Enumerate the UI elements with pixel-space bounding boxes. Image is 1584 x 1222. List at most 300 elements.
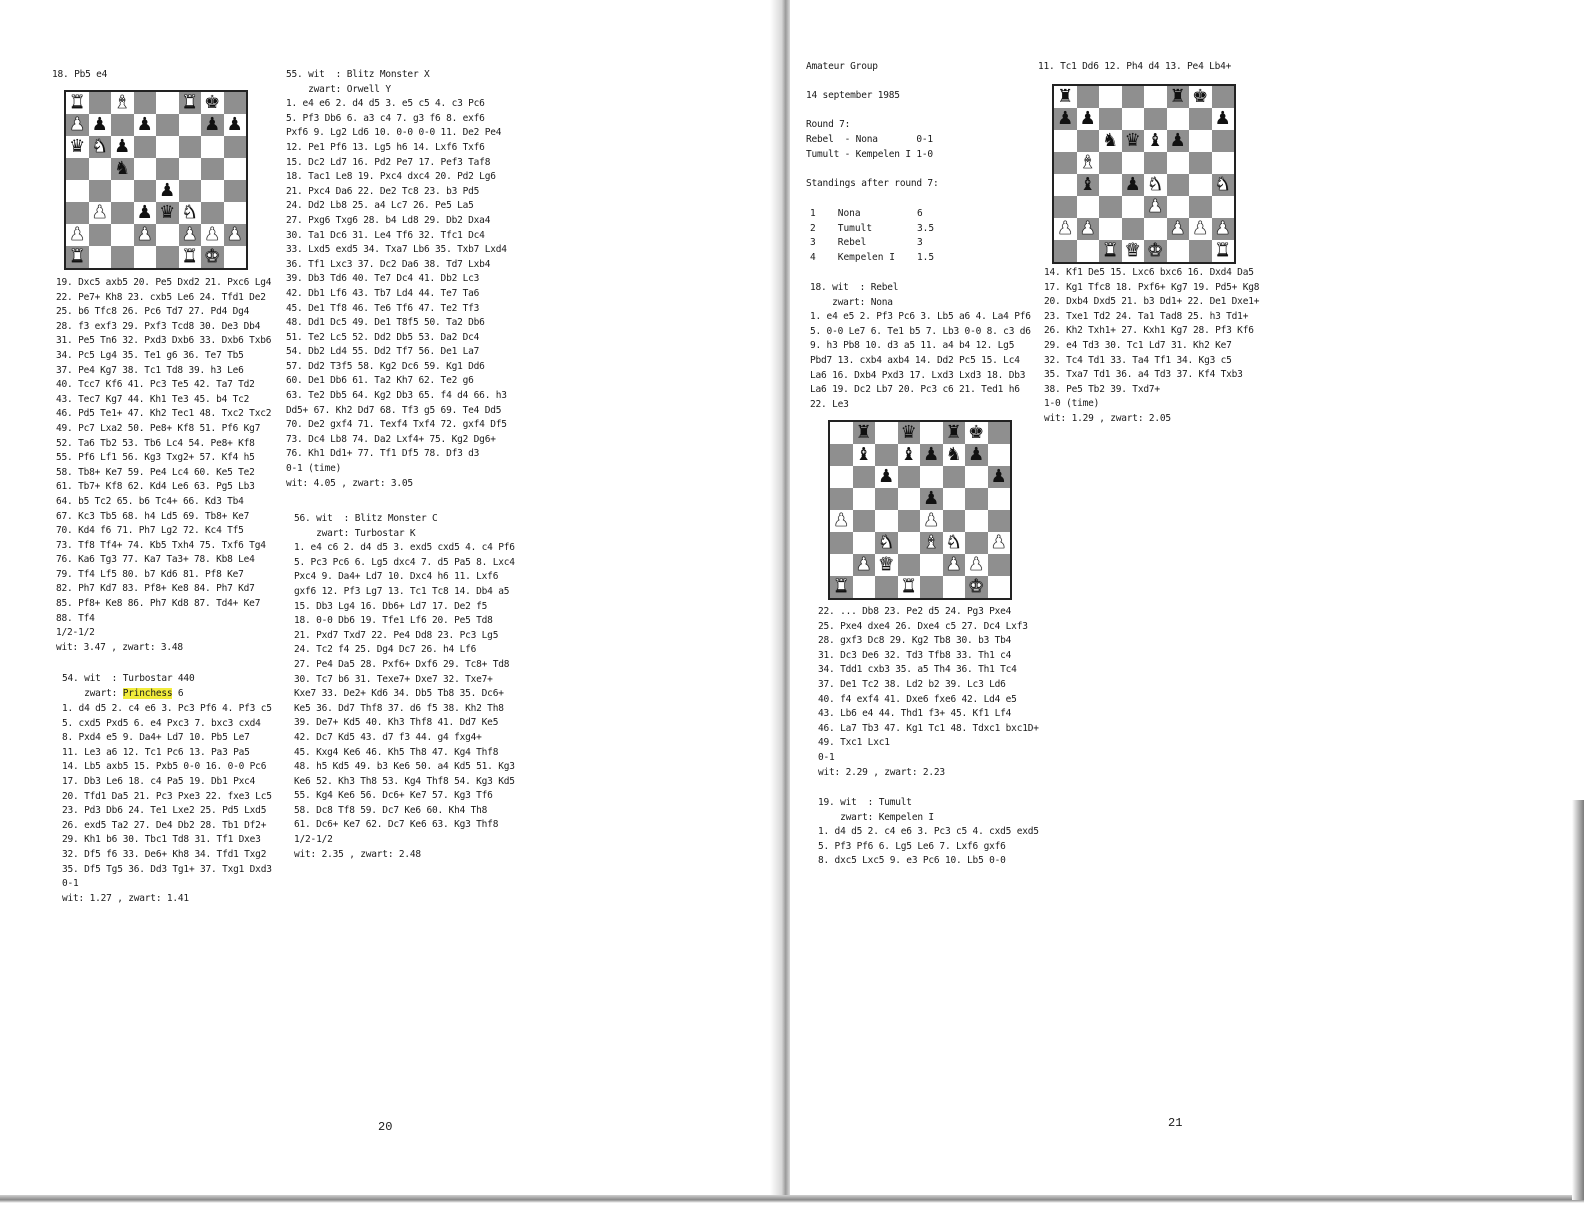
board-square: [224, 158, 247, 180]
white-rook-icon: ♜: [69, 92, 86, 113]
move-line: 1/2-1/2: [56, 627, 95, 639]
board-square: [943, 488, 966, 510]
move-line: 14. Lb5 axb5 15. Pxb5 0-0 16. 0-0 Pc6: [62, 761, 267, 773]
header-line: [806, 75, 938, 90]
board-square: [111, 202, 134, 224]
white-knight-icon: ♞: [878, 532, 895, 553]
black-pawn-icon: ♟: [878, 466, 895, 487]
board-square: [943, 444, 966, 466]
board-square: [89, 202, 112, 224]
move-line: 18. Tac1 Le8 19. Pxc4 dxc4 20. Pd2 Lg6: [286, 171, 496, 183]
move-line: 1. e4 e5 2. Pf3 Pc6 3. Lb5 a6 4. La4 Pf6: [810, 311, 1031, 323]
move-line: 37. Pe4 Kg7 38. Tc1 Td8 39. h3 Le6: [56, 364, 244, 376]
move-line: 30. Tc7 b6 31. Texe7+ Dxe7 32. Txe7+: [294, 673, 493, 685]
move-line: 19. wit : Tumult: [818, 797, 912, 808]
board-square: [224, 224, 247, 246]
board-square: [875, 422, 898, 444]
board-square: [920, 422, 943, 444]
board-square: [1077, 174, 1100, 196]
move-line: 18. 0-0 Db6 19. Tfe1 Lf6 20. Pe5 Td8: [294, 615, 493, 627]
move-line: 23. Txe1 Td2 24. Ta1 Tad8 25. h3 Td1+: [1044, 310, 1249, 322]
board-square: [66, 92, 89, 114]
move-line: 70. De2 gxf4 71. Texf4 Txf4 72. gxf4 Df5: [286, 419, 507, 431]
move-line: 25. Pxe4 dxe4 26. Dxe4 c5 27. Dc4 Lxf3: [818, 620, 1028, 632]
board-square: [920, 510, 943, 532]
board-square: [920, 532, 943, 554]
board-square: [1189, 152, 1212, 174]
white-rook-icon: ♜: [1102, 240, 1119, 261]
move-line: 1. e4 e6 2. d4 d5 3. e5 c5 4. c3 Pc6: [286, 98, 485, 110]
white-pawn-icon: ♟: [91, 202, 108, 223]
standings-score: 1.5: [916, 251, 935, 263]
board-square: [111, 136, 134, 158]
move-line: 24. Tc2 f4 25. Dg4 Dc7 26. h4 Lf6: [294, 644, 477, 656]
move-line: 1. e4 c6 2. d4 d5 3. exd5 cxd5 4. c4 Pf6: [294, 542, 515, 554]
move-line: 27. Pxg6 Txg6 28. b4 Ld8 29. Db2 Dxa4: [286, 214, 491, 226]
black-bishop-icon: ♝: [900, 444, 917, 465]
move-line: 49. Pc7 Lxa2 50. Pe8+ Kf8 51. Pf6 Kg7: [56, 422, 261, 434]
board-square: [1099, 174, 1122, 196]
game54-header: [62, 672, 194, 701]
move-line: 76. Kh1 Dd1+ 77. Tf1 Df5 78. Df3 d3: [286, 448, 480, 460]
move-line: Pxc4 9. Da4+ Ld7 10. Dxc4 h6 11. Lxf6: [294, 571, 499, 583]
board-square: [853, 422, 876, 444]
board-square: [224, 246, 247, 268]
board-square: [179, 136, 202, 158]
board-square: [66, 158, 89, 180]
move-line: 57. Dd2 T3f5 58. Kg2 Dc6 59. Kg1 Dd6: [286, 360, 485, 372]
move-line: 8. Pxd4 e5 9. Da4+ Ld7 10. Pb5 Le7: [62, 732, 250, 744]
page-right-edge: [1572, 800, 1584, 1200]
board-square: [988, 488, 1011, 510]
board-square: [965, 510, 988, 532]
black-pawn-icon: ♟: [923, 444, 940, 465]
board-square: [1099, 240, 1122, 262]
board-square: [1212, 130, 1235, 152]
board-square: [89, 114, 112, 136]
white-pawn-icon: ♟: [181, 224, 198, 245]
standings-score: 3.5: [916, 222, 935, 234]
board-square: [1099, 130, 1122, 152]
board-square: [1167, 108, 1190, 130]
board-square: [1189, 196, 1212, 218]
black-king-icon: ♚: [204, 92, 221, 113]
white-king-icon: ♚: [968, 576, 985, 597]
black-queen-icon: ♛: [1124, 130, 1141, 151]
board-square: [988, 510, 1011, 532]
board-square: [1167, 218, 1190, 240]
move-line: 43. Tec7 Kg7 44. Kh1 Te3 45. b4 Tc2: [56, 393, 250, 405]
board-square: [898, 510, 921, 532]
board-square: [875, 466, 898, 488]
move-line: 25. b6 Tfc8 26. Pc6 Td7 27. Pd4 Dg4: [56, 306, 250, 318]
princhess-highlight: Princhess: [122, 687, 173, 699]
board-square: [1167, 130, 1190, 152]
board-square: [1054, 152, 1077, 174]
board-square: [853, 576, 876, 598]
board-square: [1144, 196, 1167, 218]
board-square: [965, 422, 988, 444]
move-line: wit: 1.29 , zwart: 2.05: [1044, 412, 1171, 424]
board-square: [1122, 174, 1145, 196]
board-square: [1212, 86, 1235, 108]
board-square: [920, 554, 943, 576]
board-square: [1054, 218, 1077, 240]
board-square: [1189, 130, 1212, 152]
move-line: 61. Dc6+ Ke7 62. Dc7 Ke6 63. Kg3 Thf8: [294, 819, 499, 831]
board-square: [1212, 174, 1235, 196]
board-square: [1212, 152, 1235, 174]
move-line: Pxf6 9. Lg2 Ld6 10. 0-0 0-0 11. De2 Pe4: [286, 127, 502, 139]
move-line: 34. Pc5 Lg4 35. Te1 g6 36. Te7 Tb5: [56, 349, 244, 361]
standings-name: Nona: [837, 208, 861, 219]
board-square: [875, 488, 898, 510]
move-line: 51. Te2 Lc5 52. Dd2 Db5 53. Da2 Dc4: [286, 331, 480, 343]
board-square: [66, 136, 89, 158]
black-bishop-icon: ♝: [1079, 174, 1096, 195]
move-line: 20. Tfd1 Da5 21. Pc3 Pxe3 22. fxe3 Lc5: [62, 790, 272, 802]
board-square: [988, 444, 1011, 466]
move-line: 70. Kd4 f6 71. Ph7 Lg2 72. Kc4 Tf5: [56, 525, 244, 537]
standings-rank: 3: [810, 237, 816, 249]
move-line: 49. Txc1 Lxc1: [818, 737, 890, 749]
move-line: La6 19. Dc2 Lb7 20. Pc3 c6 21. Ted1 h6: [810, 384, 1020, 396]
move-line: 31. Dc3 De6 32. Td3 Tfb8 33. Th1 c4: [818, 649, 1012, 661]
right-col2-moves: [1044, 266, 1259, 427]
board-square: [830, 532, 853, 554]
board-square: [111, 114, 134, 136]
board-square: [1144, 240, 1167, 262]
black-pawn-icon: ♟: [990, 466, 1007, 487]
board-square: [1189, 174, 1212, 196]
left-col2-moves: [286, 68, 507, 491]
move-line: 12. Pe1 Pf6 13. Lg5 h6 14. Lxf6 Txf6: [286, 141, 485, 153]
move-line: 42. Db1 Lf6 43. Tb7 Ld4 44. Te7 Ta6: [286, 287, 480, 299]
black-pawn-icon: ♟: [91, 114, 108, 135]
game54-moves: [62, 702, 272, 906]
board-square: [898, 422, 921, 444]
board-square: [1144, 130, 1167, 152]
board-square: [66, 224, 89, 246]
standings-rank: 1: [810, 208, 816, 219]
board-square: [1167, 196, 1190, 218]
board-square: [156, 114, 179, 136]
move-line: zwart: Kempelen I: [818, 811, 934, 823]
board-square: [830, 554, 853, 576]
white-pawn-icon: ♟: [1147, 196, 1164, 217]
board-square: [943, 510, 966, 532]
black-queen-icon: ♛: [159, 202, 176, 223]
board-square: [875, 444, 898, 466]
game18-moves: [810, 281, 1031, 412]
black-queen-icon: ♛: [69, 136, 86, 157]
white-rook-icon: ♜: [900, 576, 917, 597]
round-header: [806, 60, 938, 191]
board-square: [179, 202, 202, 224]
board-square: [134, 224, 157, 246]
game19-moves: [818, 796, 1039, 869]
white-rook-icon: ♜: [181, 92, 198, 113]
board-square: [1077, 108, 1100, 130]
board-square: [1167, 240, 1190, 262]
board-square: [134, 114, 157, 136]
standings-name: Rebel: [837, 237, 867, 249]
move-line: 54. Db2 Ld4 55. Dd2 Tf7 56. De1 La7: [286, 346, 480, 358]
board-square: [179, 158, 202, 180]
move-line: 73. Tf8 Tf4+ 74. Kb5 Txh4 75. Txf6 Tg4: [56, 539, 266, 551]
board-square: [111, 246, 134, 268]
white-pawn-icon: ♟: [1057, 218, 1074, 239]
board-square: [156, 246, 179, 268]
white-pawn-icon: ♟: [204, 224, 221, 245]
col2-caption: 11. Tc1 Dd6 12. Ph4 d4 13. Pe4 Lb4+: [1038, 61, 1232, 72]
move-line: 37. De1 Tc2 38. Ld2 b2 39. Lc3 Ld6: [818, 678, 1006, 690]
board-square: [1122, 86, 1145, 108]
board-square: [1122, 152, 1145, 174]
board-square: [853, 554, 876, 576]
move-line: 21. Pxd7 Txd7 22. Pe4 Dd8 23. Pc3 Lg5: [294, 629, 499, 641]
board-square: [111, 158, 134, 180]
board-square: [875, 510, 898, 532]
black-pawn-icon: ♟: [1057, 108, 1074, 129]
board-square: [89, 136, 112, 158]
board-square: [89, 158, 112, 180]
board-square: [943, 466, 966, 488]
header-line: Round 7:: [806, 119, 851, 131]
board-square: [988, 466, 1011, 488]
black-pawn-icon: ♟: [136, 114, 153, 135]
board-square: [201, 224, 224, 246]
board-square: [1189, 108, 1212, 130]
board-square: [1054, 130, 1077, 152]
move-line: 43. Lb6 e4 44. Thd1 f3+ 45. Kf1 Lf4: [818, 708, 1012, 720]
move-line: 1/2-1/2: [294, 834, 333, 846]
move-line: 21. Pxc4 Da6 22. De2 Tc8 23. b3 Pd5: [286, 185, 480, 197]
board-square: [943, 576, 966, 598]
white-pawn-icon: ♟: [1192, 218, 1209, 239]
board-square: [1122, 240, 1145, 262]
move-line: Ke6 52. Kh3 Th8 53. Kg4 Thf8 54. Kg3 Kd5: [294, 775, 515, 787]
board-square: [201, 92, 224, 114]
diagram1-caption: 18. Pb5 e4: [52, 69, 108, 80]
move-line: zwart: Turbostar K: [294, 527, 416, 539]
move-line: 34. Tdd1 cxb3 35. a5 Th4 36. Th1 Tc4: [818, 664, 1017, 676]
white-pawn-icon: ♟: [136, 224, 153, 245]
standings-rank: 4: [810, 251, 816, 263]
move-line: 17. Kg1 Tfc8 18. Pxf6+ Kg7 19. Pd5+ Kg8: [1044, 281, 1260, 293]
board-square: [1144, 218, 1167, 240]
white-rook-icon: ♜: [69, 246, 86, 267]
black-pawn-icon: ♟: [136, 202, 153, 223]
board-square: [224, 136, 247, 158]
board-square: [1212, 218, 1235, 240]
black-knight-icon: ♞: [1102, 130, 1119, 151]
board-square: [156, 136, 179, 158]
board-square: [898, 554, 921, 576]
black-pawn-icon: ♟: [114, 136, 131, 157]
board-square: [156, 224, 179, 246]
white-pawn-icon: ♟: [69, 224, 86, 245]
board-square: [1122, 108, 1145, 130]
move-line: 27. Pe4 Da5 28. Pxf6+ Dxf6 29. Tc8+ Td8: [294, 658, 510, 670]
move-line: 46. Pd5 Te1+ 47. Kh2 Tec1 48. Txc2 Txc2: [56, 408, 272, 420]
move-line: 35. Df5 Tg5 36. Dd3 Tg1+ 37. Txg1 Dxd3: [62, 863, 272, 875]
board-square: [1077, 196, 1100, 218]
board-square: [201, 180, 224, 202]
board-square: [965, 532, 988, 554]
board-square: [1054, 108, 1077, 130]
game56-moves: [294, 512, 515, 862]
board-square: [66, 114, 89, 136]
board-square: [988, 576, 1011, 598]
board-square: [1077, 152, 1100, 174]
move-line: 1. d4 d5 2. c4 e6 3. Pc3 c5 4. cxd5 exd5: [818, 826, 1039, 838]
move-line: 5. Pc3 Pc6 6. Lg5 dxc4 7. d5 Pa5 8. Lxc4: [294, 556, 515, 568]
board-square: [156, 180, 179, 202]
board-square: [1212, 108, 1235, 130]
move-line: Ke5 36. Dd7 Thf8 37. d6 f5 38. Kh2 Th8: [294, 702, 504, 714]
board-square: [1122, 130, 1145, 152]
move-line: 36. Tf1 Lxc3 37. Dc2 Da6 38. Td7 Lxb4: [286, 258, 491, 270]
white-pawn-icon: ♟: [1214, 218, 1231, 239]
board-square: [830, 422, 853, 444]
white-rook-icon: ♜: [181, 246, 198, 267]
board-square: [1167, 174, 1190, 196]
white-rook-icon: ♜: [833, 576, 850, 597]
board-square: [134, 246, 157, 268]
move-line: 30. Ta1 Dc6 31. Le4 Tf6 32. Tfc1 Dc4: [286, 229, 485, 241]
left-page: [0, 0, 780, 1200]
white-knight-icon: ♞: [181, 202, 198, 223]
board-square: [224, 202, 247, 224]
standings-table: [810, 207, 956, 265]
move-line: 5. cxd5 Pxd5 6. e4 Pxc3 7. bxc3 cxd4: [62, 717, 261, 729]
board-square: [179, 92, 202, 114]
move-line: 11. Le3 a6 12. Tc1 Pc6 13. Pa3 Pa5: [62, 746, 250, 758]
move-line: zwart: Orwell Y: [286, 83, 391, 95]
standings-score: 3: [916, 237, 923, 249]
standings-score: 6: [916, 208, 923, 219]
move-line: 23. Pd3 Db6 24. Te1 Lxe2 25. Pd5 Lxd5: [62, 805, 267, 817]
white-pawn-icon: ♟: [1169, 218, 1186, 239]
board-square: [134, 180, 157, 202]
white-pawn-icon: ♟: [923, 510, 940, 531]
move-line: 31. Pe5 Tn6 32. Pxd3 Dxb6 33. Dxb6 Txb6: [56, 335, 272, 347]
board-square: [1122, 196, 1145, 218]
board-square: [179, 114, 202, 136]
board-square: [1054, 196, 1077, 218]
black-pawn-icon: ♟: [1124, 174, 1141, 195]
move-line: 79. Tf4 Lf5 80. b7 Kd6 81. Pf8 Ke7: [56, 568, 244, 580]
move-line: 0-1: [62, 878, 79, 890]
board-square: [1212, 196, 1235, 218]
move-line: 18. wit : Rebel: [810, 282, 899, 293]
black-rook-icon: ♜: [1169, 86, 1186, 107]
black-bishop-icon: ♝: [855, 444, 872, 465]
white-knight-icon: ♞: [1214, 174, 1231, 195]
board-square: [1099, 152, 1122, 174]
board-square: [898, 444, 921, 466]
black-pawn-icon: ♟: [226, 114, 243, 135]
move-line: 58. Tb8+ Ke7 59. Pe4 Lc4 60. Ke5 Te2: [56, 466, 255, 478]
move-line: 60. De1 Db6 61. Ta2 Kh7 62. Te2 g6: [286, 375, 474, 387]
board-square: [898, 532, 921, 554]
white-pawn-icon: ♟: [1079, 218, 1096, 239]
move-line: 19. Dxc5 axb5 20. Pe5 Dxd2 21. Pxc6 Lg4: [56, 277, 272, 288]
board-square: [1212, 240, 1235, 262]
move-line: 58. Dc8 Tf8 59. Dc7 Ke6 60. Kh4 Th8: [294, 804, 488, 816]
standings-rank: 2: [810, 222, 816, 234]
move-line: 17. Db3 Le6 18. c4 Pa5 19. Db1 Pxc4: [62, 775, 256, 787]
board-square: [920, 488, 943, 510]
move-line: 5. Pf3 Pf6 6. Lg5 Le6 7. Lxf6 gxf6: [818, 840, 1006, 852]
move-line: 35. Txa7 Td1 36. a4 Td3 37. Kf4 Txb3: [1044, 369, 1243, 381]
board-square: [201, 158, 224, 180]
board-square: [201, 246, 224, 268]
white-bishop-icon: ♝: [923, 532, 940, 553]
board-square: [853, 444, 876, 466]
board-square: [853, 466, 876, 488]
move-line: Pbd7 13. cxb4 axb4 14. Dd2 Pc5 15. Lc4: [810, 354, 1020, 366]
move-line: 22. Pe7+ Kh8 23. cxb5 Le6 24. Tfd1 De2: [56, 291, 266, 303]
white-knight-icon: ♞: [1147, 174, 1164, 195]
board-square: [66, 202, 89, 224]
board-square: [1099, 86, 1122, 108]
move-line: 52. Ta6 Tb2 53. Tb6 Lc4 54. Pe8+ Kf8: [56, 437, 255, 449]
header-line: [806, 162, 938, 177]
board-square: [1077, 86, 1100, 108]
board-square: [179, 224, 202, 246]
board-square: [224, 114, 247, 136]
board-square: [898, 466, 921, 488]
board-square: [156, 202, 179, 224]
board-square: [920, 466, 943, 488]
move-line: 20. Dxb4 Dxd5 21. b3 Dd1+ 22. De1 Dxe1+: [1044, 296, 1260, 308]
game54-header-1: 54. wit : Turbostar 440: [62, 673, 195, 684]
standings-row: [810, 251, 956, 266]
move-line: 15. Db3 Lg4 16. Db6+ Ld7 17. De2 f5: [294, 600, 488, 612]
white-queen-icon: ♛: [1124, 240, 1141, 261]
move-line: 1. d4 d5 2. c4 e6 3. Pc3 Pf6 4. Pf3 c5: [62, 703, 272, 714]
board-square: [988, 554, 1011, 576]
header-line: [806, 104, 938, 119]
board-square: [224, 180, 247, 202]
board-square: [66, 180, 89, 202]
board-square: [898, 576, 921, 598]
board-square: [920, 444, 943, 466]
board-square: [830, 444, 853, 466]
board-square: [1189, 86, 1212, 108]
move-line: 0-1 (time): [286, 463, 342, 475]
header-line: Standings after round 7:: [806, 177, 939, 189]
page-number-right: 21: [1168, 1116, 1183, 1130]
move-line: 85. Pf8+ Ke8 86. Ph7 Kd8 87. Td4+ Ke7: [56, 598, 261, 610]
chess-diagram-2: [828, 420, 1012, 600]
move-line: 48. Dd1 Dc5 49. De1 T8f5 50. Ta2 Db6: [286, 317, 485, 329]
board-square: [1144, 108, 1167, 130]
board-square: [134, 158, 157, 180]
white-pawn-icon: ♟: [990, 532, 1007, 553]
board-square: [965, 554, 988, 576]
move-line: 15. Dc2 Ld7 16. Pd2 Pe7 17. Pef3 Taf8: [286, 156, 491, 168]
board-square: [1077, 130, 1100, 152]
header-line: Rebel - Nona 0-1: [806, 133, 933, 145]
board-square: [875, 532, 898, 554]
black-pawn-icon: ♟: [204, 114, 221, 135]
move-line: 22. Le3: [810, 398, 849, 410]
move-line: La6 16. Dxb4 Pxd3 17. Lxd3 Lxd3 18. Db3: [810, 369, 1026, 381]
move-line: 28. gxf3 Dc8 29. Kg2 Tb8 30. b3 Tb4: [818, 635, 1012, 647]
